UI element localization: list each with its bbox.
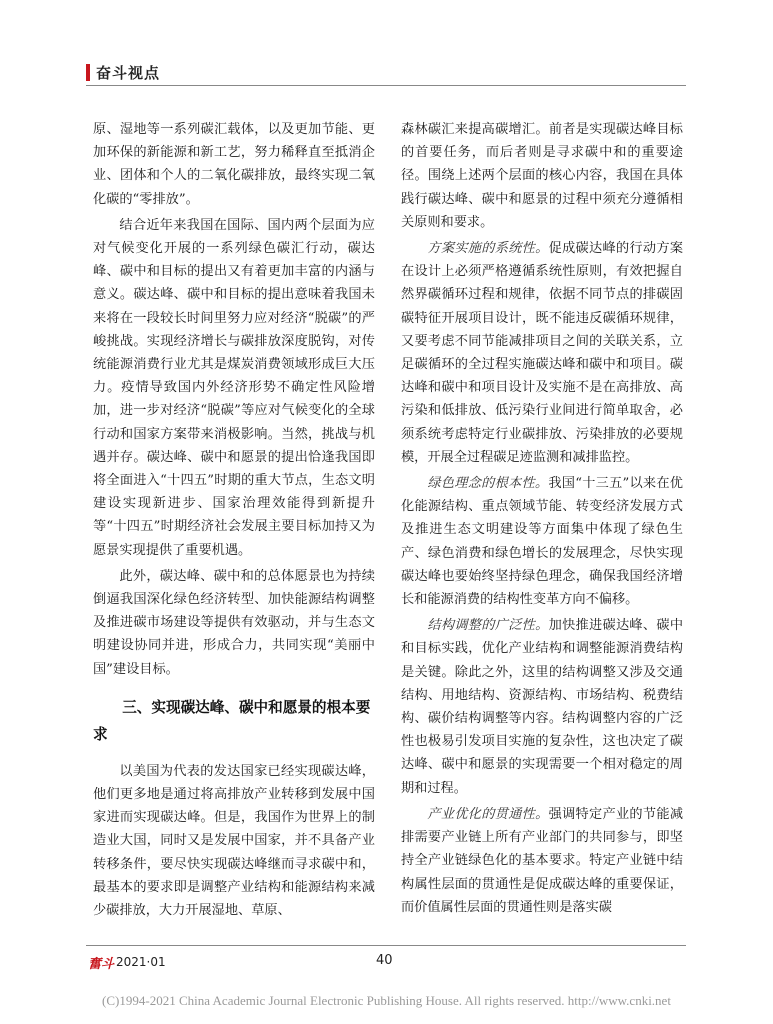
paragraph: 结合近年来我国在国际、国内两个层面为应对气候变化开展的一系列绿色碳汇行动，碳达峰、碳中和目标的提出又有着更加丰富的内涵与意义。碳达峰、碳中和目标的提出意味着我国未来将在一段较长时间里努力应对经济“脱碳”的严峻挑战。实现经济增长与碳排放深度脱钩，对传统能源消费行业尤其是煤炭消费领域形成巨大压力。疫情导致国内外经济形势不确定性风险增加，进一步对经济“脱碳”等应对气候变化的全球行动和国家方案带来消极影响。当然，挑战与机遇并存。碳达峰、碳中和愿景的提出恰逢我国即将全面进入“十四五”时期的重大节点，生态文明建设实现新进步、国家治理效能得到新提升等“十四五”时期经济社会发展主要目标加持又为愿景实现提供了重要机遇。	[93, 217, 375, 558]
paragraph-lead: 产业优化的贯通性。	[427, 806, 549, 822]
paragraph	[401, 472, 683, 611]
paragraph	[401, 614, 683, 800]
section-heading: 三、实现碳达峰、碳中和愿景的根本要求	[93, 698, 371, 743]
paragraph-lead: 结构调整的广泛性。	[427, 618, 549, 634]
footer-divider	[86, 945, 686, 946]
right-column	[401, 118, 683, 919]
header-accent-bar	[86, 64, 90, 81]
left-column	[93, 118, 375, 922]
paragraph-body: 强调特定产业的节能减排需要产业链上所有产业部门的共同参与，即坚持全产业链绿色化的基本要求。特定产业链中结构属性层面的贯通性是促成碳达峰的重要保证，而价值属性层面的贯通性则是落实碳	[401, 806, 684, 915]
paragraph: 以美国为代表的发达国家已经实现碳达峰，他们更多地是通过将高排放产业转移到发展中国家进而实现碳达峰。但是，我国作为世界上的制造业大国，同时又是发展中国家，并不具备产业转移条件，要尽快实现碳达峰继而寻求碳中和，最基本的要求即是调整产业结构和能源结构来减少碳排放，大力开展湿地、草原、	[93, 763, 375, 919]
paragraph: 原、湿地等一系列碳汇载体，以及更加节能、更加环保的新能源和新工艺，努力稀释直至抵消企业、团体和个人的二氧化碳排放，最终实现二氧化碳的“零排放”。	[93, 122, 375, 207]
paragraph: 此外，碳达峰、碳中和的总体愿景也为持续倒逼我国深化绿色经济转型、加快能源结构调整及推进碳市场建设等提供有效驱动，并与生态文明建设协同并进，形成合力，共同实现“美丽中国”建设目标。	[93, 568, 375, 677]
paragraph	[401, 237, 683, 469]
page-number: 40	[376, 953, 393, 968]
section-header	[86, 62, 160, 83]
paragraph	[401, 803, 683, 919]
journal-logo: 奮斗	[88, 957, 115, 972]
paragraph-lead: 绿色理念的根本性。	[427, 476, 549, 492]
paragraph-body: 我国“十三五”以来在优化能源结构、重点领域节能、转变经济发展方式及推进生态文明建设等方面集中体现了绿色生产、绿色消费和绿色增长的发展理念，尽快实现碳达峰也要始终坚持绿色理念，确保我国经济增长和能源消费的结构性变革方向不偏移。	[401, 476, 683, 608]
issue-number: 2021·01	[116, 955, 166, 969]
paragraph-lead: 方案实施的系统性。	[427, 241, 549, 257]
paragraph-body: 促成碳达峰的行动方案在设计上必须严格遵循系统性原则，有效把握自然界碳循环过程和规律，依据不同节点的排碳固碳特征开展项目设计，既不能违反碳循环规律，又要考虑不同节能减排项目之间的关联关系，立足碳循环的全过程实施碳达峰和碳中和项目。碳达峰和碳中和项目设计及实施不是在高排放、高污染和低排放、低污染行业间进行简单取舍，必须系统考虑特定行业碳排放、污染排放的必要规模，开展全过程碳足迹监测和减排监控。	[401, 241, 684, 465]
paragraph: 森林碳汇来提高碳增汇。前者是实现碳达峰目标的首要任务，而后者则是寻求碳中和的重要途径。围绕上述两个层面的核心内容，我国在具体践行碳达峰、碳中和愿景的过程中须充分遵循相关原则和要求。	[401, 122, 683, 230]
paragraph-body: 加快推进碳达峰、碳中和目标实践，优化产业结构和调整能源消费结构是关键。除此之外，这里的结构调整又涉及交通结构、用地结构、资源结构、市场结构、税费结构、碳价结构调整等内容。结构调整内容的广泛性也极易引发项目实施的复杂性，这也决定了碳达峰、碳中和愿景的实现需要一个相对稳定的周期和过程。	[401, 618, 684, 796]
section-title: 奋斗视点	[96, 64, 161, 82]
copyright-notice: (C)1994-2021 China Academic Journal Electronic Publishing House. All rights reserved. http://www.cnki.net	[102, 993, 671, 1008]
header-divider	[86, 85, 686, 86]
